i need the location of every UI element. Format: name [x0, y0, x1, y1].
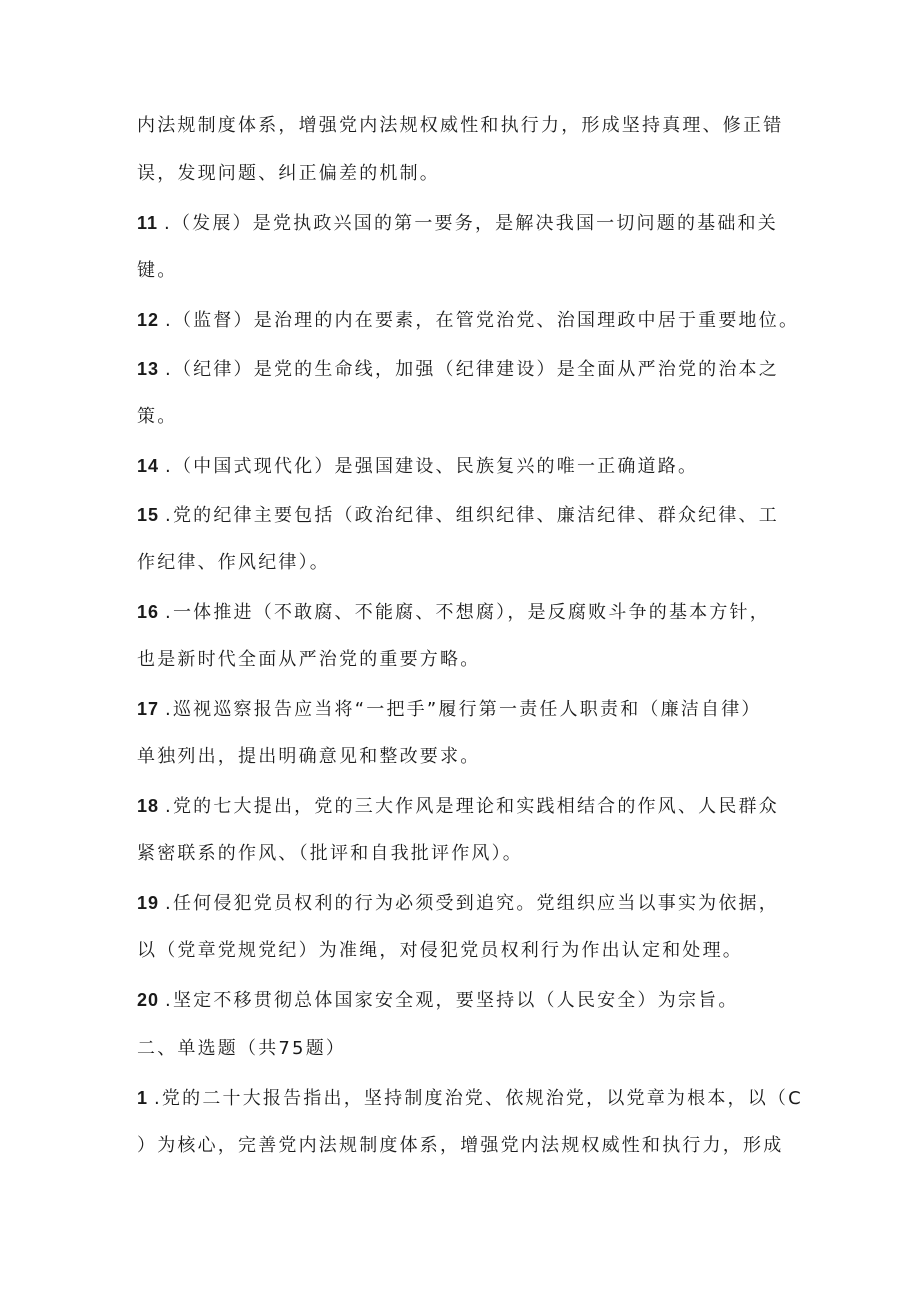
item-text: .一体推进（不敢腐、不能腐、不想腐），是反腐败斗争的基本方针，: [165, 602, 770, 623]
text-line: 策。: [137, 406, 178, 427]
item-text: .坚定不移贯彻总体国家安全观，要坚持以（人民安全）为宗旨。: [165, 990, 739, 1011]
text-line: 内法规制度体系，增强党内法规权威性和执行力，形成坚持真理、修正错: [137, 115, 784, 136]
item-20: [137, 988, 797, 1012]
item-number: 20: [137, 990, 160, 1010]
item-number: 13: [137, 359, 160, 379]
item-number: 11: [137, 213, 159, 233]
text-line: 紧密联系的作风、（批评和自我批评作风）。: [137, 843, 523, 864]
item-text: .任何侵犯党员权利的行为必须受到追究。党组织应当以事实为依据，: [165, 893, 779, 914]
text-line: 误，发现问题、纠正偏差的机制。: [137, 163, 440, 184]
document-body: [137, 114, 803, 1158]
item-text: .巡视巡察报告应当将“一把手”履行第一责任人职责和（廉洁自律）: [165, 699, 762, 720]
text-line: 作纪律、作风纪律）。: [137, 552, 330, 573]
text-line: 也是新时代全面从严治党的重要方略。: [137, 649, 481, 670]
item-number: 15: [137, 505, 160, 525]
continuation-paragraph: [137, 114, 797, 186]
section-heading: [137, 1037, 797, 1061]
item-15: [137, 503, 797, 575]
text-line: ）为核心，完善党内法规制度体系，增强党内法规权威性和执行力，形成: [137, 1135, 784, 1156]
item-text: .（纪律）是党的生命线，加强（纪律建设）是全面从严治党的治本之: [165, 359, 779, 380]
text-line: 单独列出，提出明确意见和整改要求。: [137, 746, 481, 767]
section-heading-text: 二、单选题（共75题）: [137, 1038, 347, 1059]
item-number: 16: [137, 602, 160, 622]
item-number: 19: [137, 893, 160, 913]
question-1: [137, 1086, 803, 1158]
item-text: .（发展）是党执政兴国的第一要务，是解决我国一切问题的基础和关: [164, 213, 778, 234]
item-13: [137, 357, 797, 429]
item-14: [137, 454, 797, 478]
item-text: .党的纪律主要包括（政治纪律、组织纪律、廉洁纪律、群众纪律、工: [165, 505, 779, 526]
item-text: .（监督）是治理的内在要素，在管党治党、治国理政中居于重要地位。: [165, 310, 800, 331]
item-12: [137, 308, 800, 332]
item-18: [137, 794, 797, 866]
item-16: [137, 600, 797, 672]
question-number: 1: [137, 1088, 149, 1108]
text-line: 以（党章党规党纪）为准绳，对侵犯党员权利行为作出认定和处理。: [137, 940, 743, 961]
item-number: 17: [137, 699, 160, 719]
item-number: 12: [137, 310, 160, 330]
item-number: 18: [137, 796, 160, 816]
item-19: [137, 891, 797, 963]
item-17: [137, 697, 797, 769]
item-11: [137, 211, 797, 283]
item-text: .党的七大提出，党的三大作风是理论和实践相结合的作风、人民群众: [165, 796, 779, 817]
item-text: .（中国式现代化）是强国建设、民族复兴的唯一正确道路。: [165, 456, 699, 477]
question-text: .党的二十大报告指出，坚持制度治党、依规治党，以党章为根本，以（C: [154, 1088, 803, 1109]
item-number: 14: [137, 456, 160, 476]
text-line: 键。: [137, 260, 178, 281]
